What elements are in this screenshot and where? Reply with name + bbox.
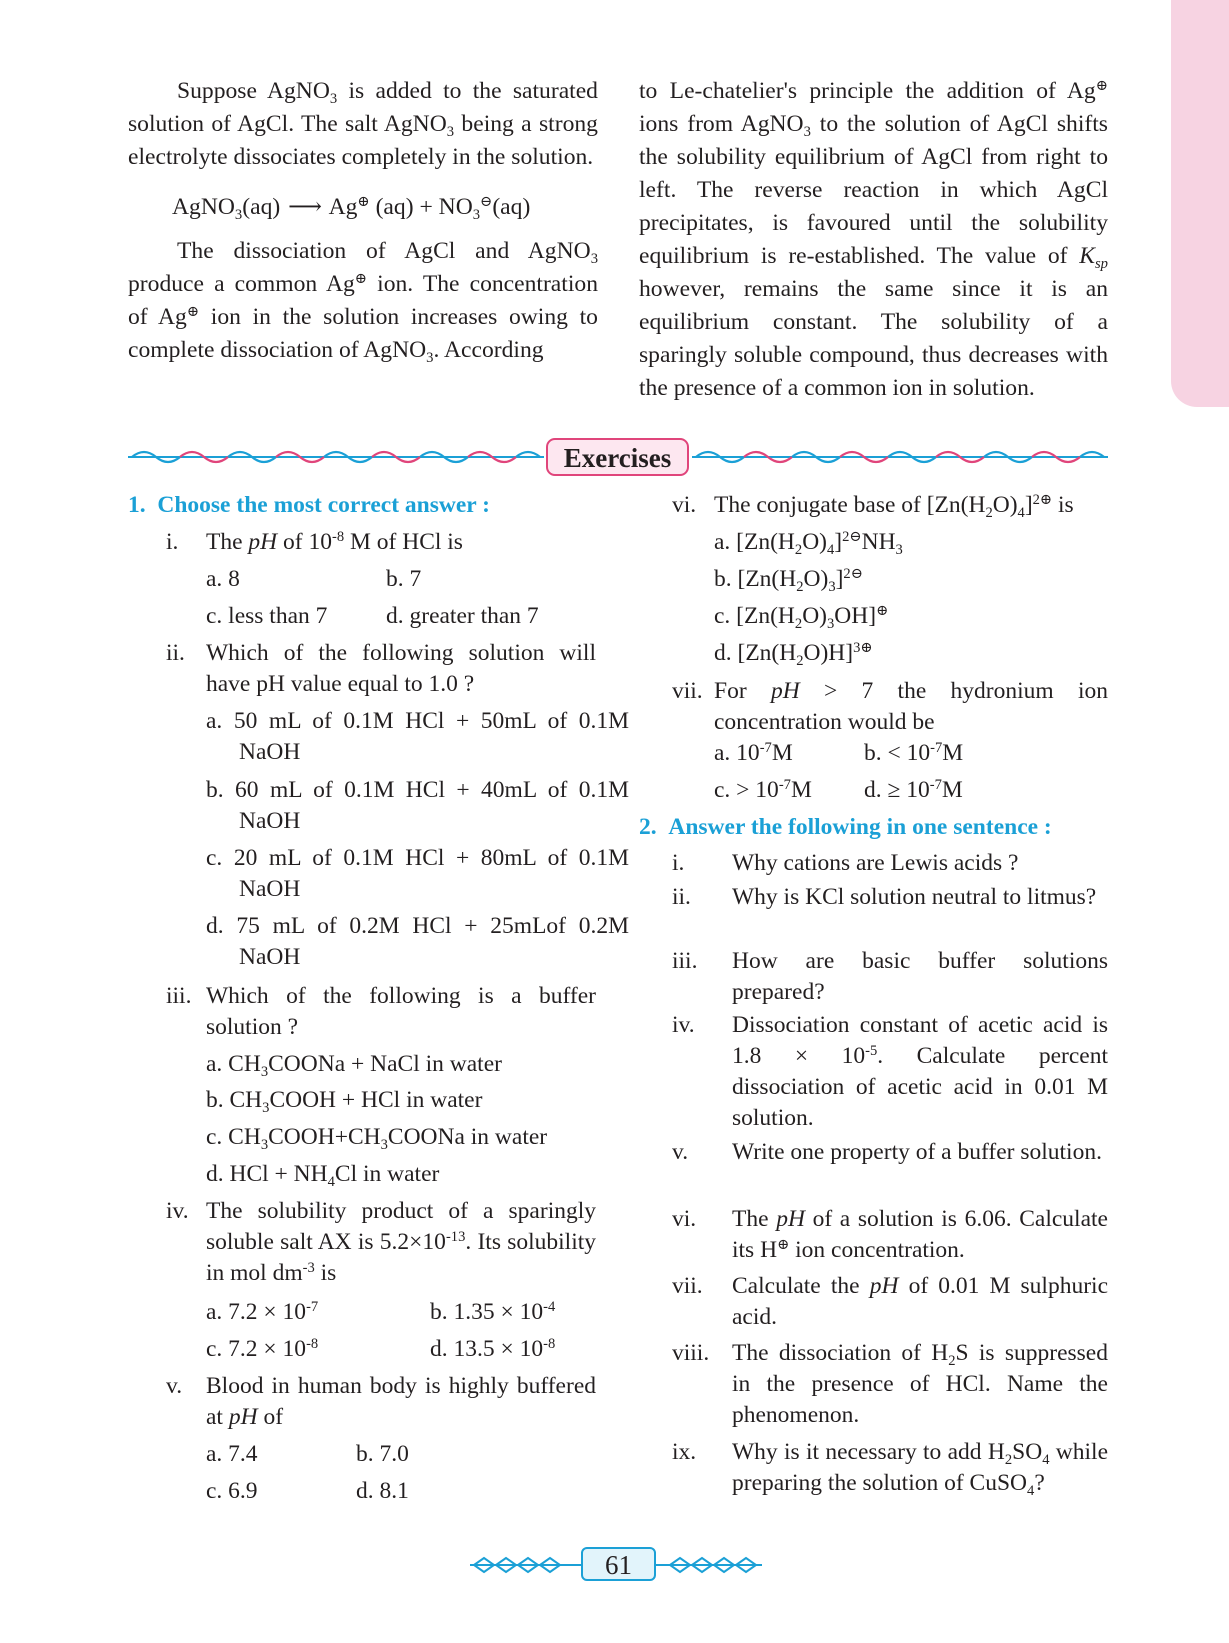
- q4-option-a: a. $7.2 \times 10^{-7}$: [206, 1299, 319, 1325]
- q1-option-c: c. less than 7: [206, 603, 328, 629]
- q7-option-b: b. < $10^{-7}M$: [864, 740, 964, 766]
- q3-option-a: a. $CH_3COONa$ + NaCl in water: [206, 1051, 502, 1081]
- q5-option-c: c. 6.9: [206, 1478, 258, 1504]
- answer-item-v: v. Write one property of a buffer solution.: [672, 1139, 1102, 1165]
- banner-ornament-right: [692, 443, 1108, 471]
- answer-item-viii: viii. The dissociation of $H_2S$ is suppressed in the presence of HCl. Name the phenomenon.: [672, 1340, 1108, 1428]
- q6-option-d: d. $[Zn(H_2O)H]^{3\oplus}$: [714, 640, 873, 670]
- q5-option-b: b. 7.0: [356, 1441, 409, 1467]
- q4-option-d: d. $13.5 \times 10^{-8}$: [430, 1336, 556, 1362]
- section-2-heading: 2. Answer the following in one sentence :: [639, 814, 1052, 840]
- question-1-ii: ii. Which of the following solution will have pH value equal to 1.0 ?: [166, 640, 596, 697]
- q6-option-c: c. $[Zn(H_2O)_3OH]^\oplus$: [714, 603, 889, 633]
- question-1-i: i. The pH of $10^{-8}$ M of HCl is: [166, 529, 463, 555]
- page-number: 61: [581, 1547, 656, 1581]
- q3-option-b: b. $CH_3COOH$ + HCl in water: [206, 1087, 483, 1117]
- side-tab: [1171, 0, 1229, 407]
- q2-option-d: d. 75 mL of 0.2M HCl + 25mLof 0.2M NaOH: [206, 913, 629, 970]
- dissociation-equation: AgNO$_3$(aq) ⟶ Ag⊕ $(aq) + NO_3^⊖(aq)$: [172, 193, 531, 224]
- q6-option-b: b. $[Zn(H_2O)_3]^{2⊖}$: [714, 566, 863, 596]
- q1-option-a: a. 8: [206, 566, 240, 592]
- question-1-vi: vi. The conjugate base of $[Zn(H_2O)_4]^{2\oplus}$ is: [672, 492, 1074, 522]
- answer-item-i: i. Why cations are Lewis acids ?: [672, 850, 1019, 876]
- q4-option-b: b. $1.35 \times 10^{-4}$: [430, 1299, 556, 1325]
- q7-option-a: a. $10^{-7}M$: [714, 740, 793, 766]
- q2-option-a: a. 50 mL of 0.1M HCl + 50mL of 0.1M NaOH: [206, 708, 629, 765]
- answer-item-ix: ix. Why is it necessary to add $H_2SO_4$ while preparing the solution of CuSO$_4$?: [672, 1439, 1108, 1500]
- q7-option-c: c. > $10^{-7}M$: [714, 777, 812, 803]
- intro-paragraph-2: The dissociation of AgCl and AgNO$_3$ produce a common Ag⊕ ion. The concentration of Ag⊕ ion in the solution increases owing to complete dissociation of AgNO$_3$. According: [128, 238, 598, 367]
- answer-item-iv: iv. Dissociation constant of acetic acid is $1.8 \times 10^{-5}$. Calculate percent dissociation of acetic acid in 0.01 M solution.: [672, 1012, 1108, 1131]
- q7-option-d: d. ≥ $10^{-7}M$: [864, 777, 963, 803]
- q2-option-c: c. 20 mL of 0.1M HCl + 80mL of 0.1M NaOH: [206, 845, 629, 902]
- intro-right-column: [639, 75, 1108, 405]
- answer-item-vi: vi. The pH of a solution is 6.06. Calculate its H⊕ ion concentration.: [672, 1206, 1108, 1263]
- q1-option-d: d. greater than 7: [386, 603, 539, 629]
- section-1-heading: 1. Choose the most correct answer :: [128, 492, 490, 518]
- banner-ornament-left: [128, 443, 544, 471]
- question-1-iii: iii. Which of the following is a buffer solution ?: [166, 983, 596, 1040]
- q2-option-b: b. 60 mL of 0.1M HCl + 40mL of 0.1M NaOH: [206, 777, 629, 834]
- q5-option-d: d. 8.1: [356, 1478, 409, 1504]
- intro-paragraph-1: Suppose AgNO$_3$ is added to the saturated solution of AgCl. The salt AgNO$_3$ being a strong electrolyte dissociates completely in the solution.: [128, 78, 598, 170]
- intro-left-column: [128, 75, 598, 367]
- q3-option-d: d. HCl + $NH_4Cl$ in water: [206, 1161, 440, 1191]
- q6-option-a: a. $[Zn(H_2O)_4]^{2⊖}NH_3$: [714, 529, 903, 559]
- exercises-heading: Exercises: [546, 438, 689, 476]
- q4-option-c: c. $7.2 \times 10^{-8}$: [206, 1336, 319, 1362]
- q3-option-c: c. $CH_3COOH+CH_3COONa$ in water: [206, 1124, 548, 1154]
- question-1-iv: iv. The solubility product of a sparingly soluble salt AX is $5.2\times 10^{-13}$. Its solubility in mol $dm^{-3}$ is: [166, 1198, 597, 1286]
- q5-option-a: a. 7.4: [206, 1441, 258, 1467]
- answer-item-vii: vii. Calculate the pH of 0.01 M sulphuric acid.: [672, 1273, 1108, 1330]
- question-1-vii: vii. For pH > 7 the hydronium ion concentration would be: [672, 678, 1108, 735]
- q1-option-b: b. 7: [386, 566, 422, 592]
- answer-item-iii: iii. How are basic buffer solutions prepared?: [672, 948, 1108, 1005]
- intro-paragraph-3: to Le-chatelier's principle the addition of Ag⊕ ions from AgNO$_3$ to the solution of AgCl shifts the solubility equilibrium of AgCl from right to left. The reverse reaction in which AgCl precipitates, is favoured until the solubility equilibrium is re-established. The value of $K_{sp}$ however, remains the same since it is an equilibrium constant. The solubility of a sparingly soluble compound, thus decreases with the presence of a common ion in solution.: [639, 77, 1108, 401]
- answer-item-ii: ii. Why is KCl solution neutral to litmus?: [672, 884, 1097, 910]
- question-1-v: v. Blood in human body is highly buffered at pH of: [166, 1373, 596, 1430]
